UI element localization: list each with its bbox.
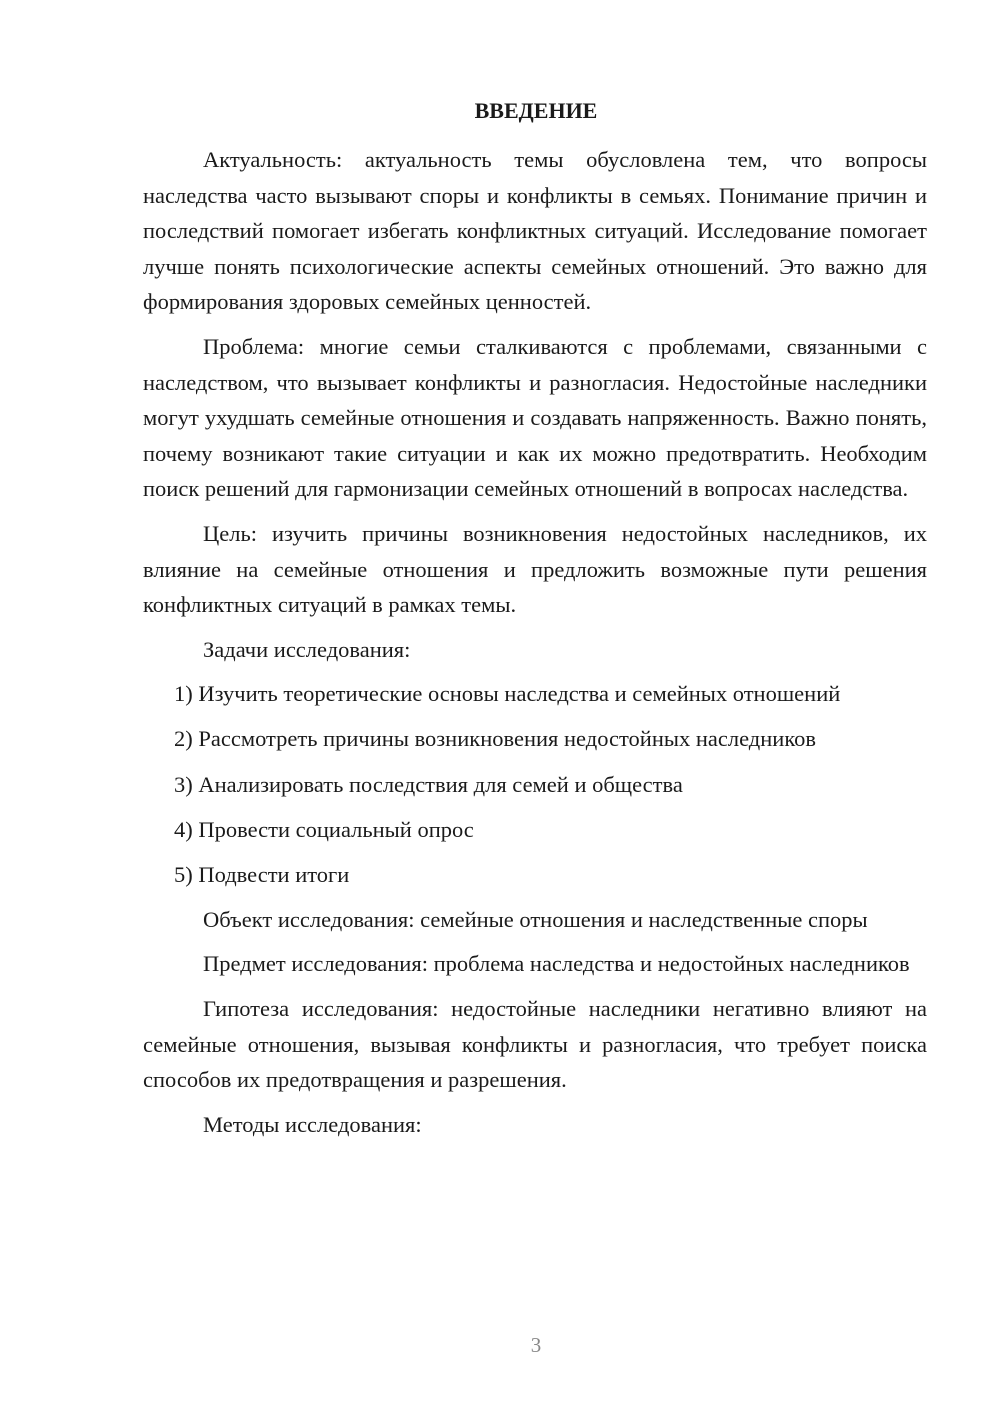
task-item-2: 2) Рассмотреть причины возникновения недостойных наследников: [174, 726, 816, 752]
task-item-3: 3) Анализировать последствия для семей и общества: [174, 771, 683, 797]
subject-paragraph: Предмет исследования: проблема наследства и недостойных наследников: [203, 951, 910, 977]
page-title: ВВЕДЕНИЕ: [474, 98, 598, 123]
tasks-heading: Задачи исследования:: [203, 636, 411, 662]
goal-paragraph: Цель: изучить причины возникновения недостойных наследников, их влияние на семейные отношения и предложить возможные пути решения конфликтных ситуаций в рамках темы.: [143, 520, 927, 618]
task-item-4: 4) Провести социальный опрос: [174, 816, 474, 842]
tasks-list: [143, 676, 927, 892]
relevance-paragraph: Актуальность: актуальность темы обусловлена тем, что вопросы наследства часто вызывают споры и конфликты в семьях. Понимание причин и последствий помогает избегать конфликтных ситуаций. Исследование помогает лучше понять психологические аспекты семейных отношений. Это важно для формирования здоровых семейных ценностей.: [143, 147, 927, 315]
document-body: [143, 142, 927, 1151]
problem-paragraph: Проблема: многие семьи сталкиваются с проблемами, связанными с наследством, что вызывает конфликты и разногласия. Недостойные наследники могут ухудшать семейные отношения и создавать напряженность. Важно понять, почему возникают такие ситуации и как их можно предотвратить. Необходим поиск решений для гармонизации семейных отношений в вопросах наследства.: [143, 333, 927, 502]
object-paragraph: Объект исследования: семейные отношения и наследственные споры: [203, 906, 868, 932]
task-item-1: 1) Изучить теоретические основы наследства и семейных отношений: [174, 681, 841, 707]
hypothesis-paragraph: Гипотеза исследования: недостойные наследники негативно влияют на семейные отношения, вызывая конфликты и разногласия, что требует поиска способов их предотвращения и разрешения.: [143, 995, 927, 1093]
page-number: 3: [530, 1333, 542, 1357]
task-item-5: 5) Подвести итоги: [174, 861, 350, 887]
methods-paragraph: Методы исследования:: [203, 1111, 422, 1137]
